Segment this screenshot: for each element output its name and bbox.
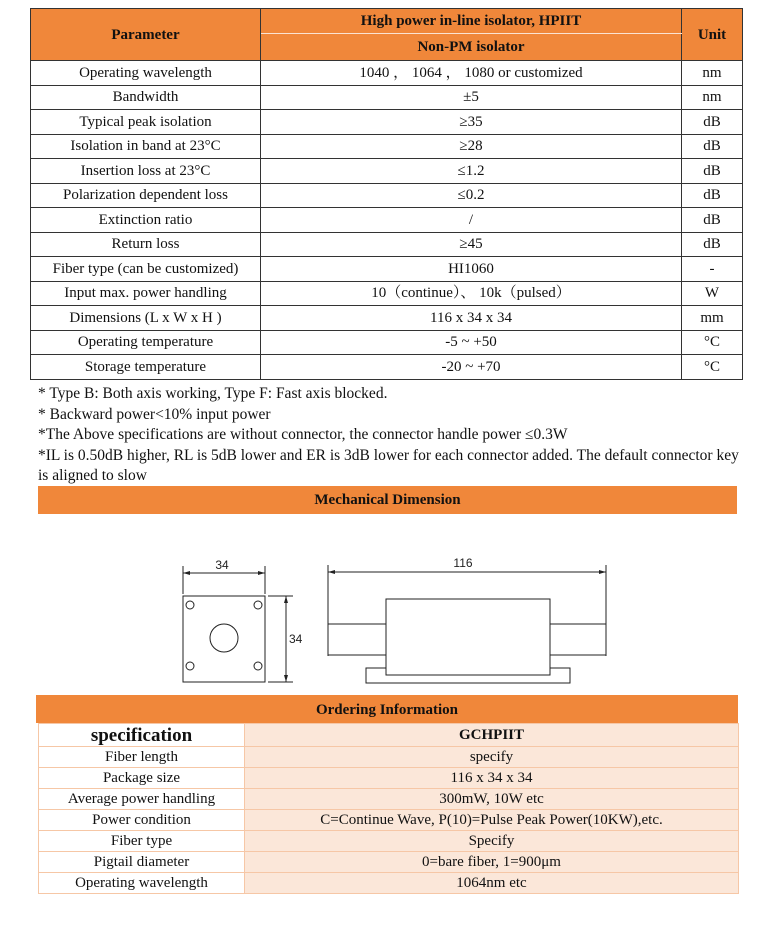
value-cell: ≥45 — [261, 232, 682, 257]
spec-label: Fiber type — [39, 831, 245, 852]
table-row — [39, 852, 739, 873]
height-dimension — [268, 596, 303, 682]
param-cell: Operating temperature — [31, 330, 261, 355]
spec-label: Power condition — [39, 810, 245, 831]
specification-table — [30, 8, 743, 380]
table-row — [39, 831, 739, 852]
unit-header: Unit — [682, 9, 743, 61]
value-cell: ≤1.2 — [261, 159, 682, 184]
value-cell: / — [261, 208, 682, 233]
unit-cell: - — [682, 257, 743, 282]
length-dimension — [328, 556, 606, 656]
table-row — [31, 134, 743, 159]
unit-cell: °C — [682, 330, 743, 355]
value-cell: 10（continue）、 10k（pulsed） — [261, 281, 682, 306]
value-cell: ≥28 — [261, 134, 682, 159]
spec-value: 1064nm etc — [245, 873, 739, 894]
table-row — [39, 789, 739, 810]
unit-cell: W — [682, 281, 743, 306]
unit-cell: nm — [682, 61, 743, 86]
width-dimension — [183, 558, 265, 594]
unit-cell: dB — [682, 159, 743, 184]
param-cell: Polarization dependent loss — [31, 183, 261, 208]
table-row — [39, 810, 739, 831]
spec-value: Specify — [245, 831, 739, 852]
table-row — [31, 306, 743, 331]
spec-label: Fiber length — [39, 747, 245, 768]
table-row — [39, 724, 739, 747]
param-cell: Storage temperature — [31, 355, 261, 380]
table-row — [31, 183, 743, 208]
spec-value: 300mW, 10W etc — [245, 789, 739, 810]
ordering-table — [38, 723, 739, 894]
table-row — [39, 747, 739, 768]
value-cell: 1040 ， 1064 ， 1080 or customized — [261, 61, 682, 86]
unit-cell: °C — [682, 355, 743, 380]
spec-label: specification — [39, 724, 245, 747]
spec-label: Package size — [39, 768, 245, 789]
value-cell: ±5 — [261, 85, 682, 110]
spec-label: Pigtail diameter — [39, 852, 245, 873]
table-row — [31, 85, 743, 110]
unit-cell: nm — [682, 85, 743, 110]
param-cell: Typical peak isolation — [31, 110, 261, 135]
value-cell: -20 ~ +70 — [261, 355, 682, 380]
param-cell: Fiber type (can be customized) — [31, 257, 261, 282]
param-cell: Dimensions (L x W x H ) — [31, 306, 261, 331]
spec-value: specify — [245, 747, 739, 768]
product-header: High power in-line isolator, HPIIT — [261, 9, 682, 34]
mechanical-dimension-title: Mechanical Dimension — [38, 486, 737, 514]
table-row — [31, 61, 743, 86]
table-row — [31, 330, 743, 355]
height-label: 34 — [289, 632, 303, 646]
width-label: 34 — [215, 558, 229, 572]
value-cell: 116 x 34 x 34 — [261, 306, 682, 331]
length-label: 116 — [453, 556, 473, 570]
param-cell: Input max. power handling — [31, 281, 261, 306]
param-cell: Operating wavelength — [31, 61, 261, 86]
notes — [38, 384, 748, 487]
param-cell: Bandwidth — [31, 85, 261, 110]
mechanical-drawing — [0, 540, 766, 690]
unit-cell: dB — [682, 134, 743, 159]
unit-cell: dB — [682, 110, 743, 135]
unit-cell: mm — [682, 306, 743, 331]
table-row — [31, 159, 743, 184]
value-cell: -5 ~ +50 — [261, 330, 682, 355]
table-row — [31, 232, 743, 257]
note-backward-power: * Backward power<10% input power — [38, 405, 271, 423]
note-type: * Type B: Both axis working, Type F: Fast axis blocked. — [38, 385, 388, 402]
unit-cell: dB — [682, 208, 743, 233]
value-cell: ≥35 — [261, 110, 682, 135]
param-cell: Return loss — [31, 232, 261, 257]
value-cell: HI1060 — [261, 257, 682, 282]
spec-value: 116 x 34 x 34 — [245, 768, 739, 789]
end-view — [183, 596, 265, 682]
spec-value: GCHPIIT — [245, 724, 739, 747]
unit-cell: dB — [682, 183, 743, 208]
side-view — [328, 599, 606, 683]
param-cell: Extinction ratio — [31, 208, 261, 233]
table-row — [31, 257, 743, 282]
variant-header: Non-PM isolator — [261, 34, 682, 61]
param-cell: Isolation in band at 23°C — [31, 134, 261, 159]
spec-value: C=Continue Wave, P(10)=Pulse Peak Power(10KW),etc. — [245, 810, 739, 831]
value-cell: ≤0.2 — [261, 183, 682, 208]
table-row — [39, 768, 739, 789]
ordering-information-title: Ordering Information — [36, 695, 738, 723]
table-row — [31, 208, 743, 233]
param-cell: Insertion loss at 23°C — [31, 159, 261, 184]
table-row — [31, 110, 743, 135]
spec-label: Average power handling — [39, 789, 245, 810]
note-connector-loss: *IL is 0.50dB higher, RL is 5dB lower and ER is 3dB lower for each connector added. The default connector key is aligned to slow — [38, 446, 739, 484]
parameter-header: Parameter — [31, 9, 261, 61]
table-row — [39, 873, 739, 894]
table-row — [31, 281, 743, 306]
unit-cell: dB — [682, 232, 743, 257]
note-connector-power: *The Above specifications are without connector, the connector handle power ≤0.3W — [38, 426, 568, 443]
table-row — [31, 355, 743, 380]
spec-value: 0=bare fiber, 1=900μm — [245, 852, 739, 873]
spec-label: Operating wavelength — [39, 873, 245, 894]
